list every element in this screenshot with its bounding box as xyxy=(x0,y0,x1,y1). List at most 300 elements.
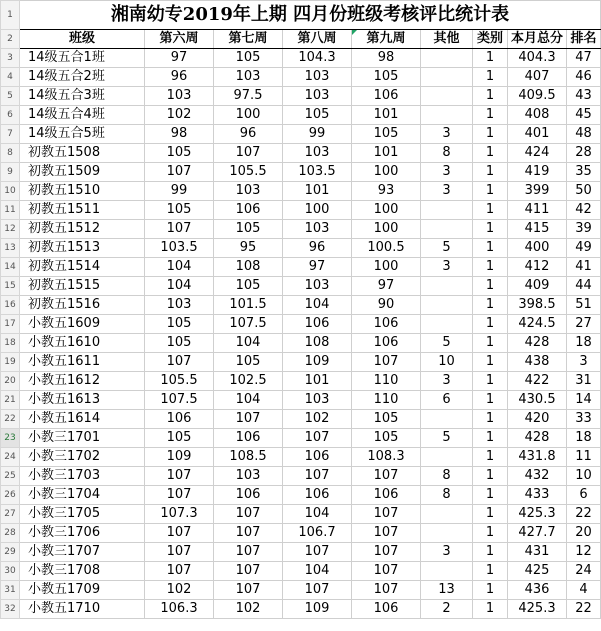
cell-week6[interactable]: 96 xyxy=(145,68,214,87)
cell-week9[interactable]: 107 xyxy=(352,562,421,581)
cell-category[interactable]: 1 xyxy=(473,410,508,429)
cell-week7[interactable]: 102 xyxy=(214,600,283,619)
cell-category[interactable]: 1 xyxy=(473,277,508,296)
cell-week7[interactable]: 107 xyxy=(214,562,283,581)
cell-category[interactable]: 1 xyxy=(473,600,508,619)
cell-total[interactable]: 422 xyxy=(508,372,567,391)
cell-week9[interactable]: 107 xyxy=(352,581,421,600)
cell-week8[interactable]: 107 xyxy=(283,429,352,448)
cell-other[interactable] xyxy=(421,315,473,334)
cell-class[interactable]: 初教五1511 xyxy=(20,201,145,220)
cell-total[interactable]: 425.3 xyxy=(508,505,567,524)
cell-total[interactable]: 424 xyxy=(508,144,567,163)
cell-week7[interactable]: 104 xyxy=(214,391,283,410)
cell-other[interactable] xyxy=(421,49,473,68)
cell-week9[interactable]: 110 xyxy=(352,391,421,410)
cell-category[interactable]: 1 xyxy=(473,163,508,182)
cell-class[interactable]: 小教三1705 xyxy=(20,505,145,524)
cell-other[interactable]: 6 xyxy=(421,391,473,410)
cell-category[interactable]: 1 xyxy=(473,49,508,68)
header-cell-rank[interactable]: 排名 xyxy=(567,30,601,49)
cell-class[interactable]: 14级五合4班 xyxy=(20,106,145,125)
cell-other[interactable] xyxy=(421,448,473,467)
cell-class[interactable]: 小教三1707 xyxy=(20,543,145,562)
cell-week6[interactable]: 104 xyxy=(145,277,214,296)
cell-other[interactable] xyxy=(421,201,473,220)
row-header[interactable]: 25 xyxy=(1,467,20,486)
cell-rank[interactable]: 18 xyxy=(567,334,601,353)
cell-week9[interactable]: 106 xyxy=(352,334,421,353)
cell-week6[interactable]: 105 xyxy=(145,315,214,334)
cell-week6[interactable]: 106.3 xyxy=(145,600,214,619)
cell-week6[interactable]: 102 xyxy=(145,106,214,125)
row-header[interactable]: 28 xyxy=(1,524,20,543)
cell-week9[interactable]: 100 xyxy=(352,220,421,239)
cell-class[interactable]: 小教五1709 xyxy=(20,581,145,600)
cell-week8[interactable]: 103 xyxy=(283,391,352,410)
cell-total[interactable]: 431 xyxy=(508,543,567,562)
cell-total[interactable]: 412 xyxy=(508,258,567,277)
cell-week7[interactable]: 106 xyxy=(214,429,283,448)
cell-week6[interactable]: 107.5 xyxy=(145,391,214,410)
row-header[interactable]: 8 xyxy=(1,144,20,163)
cell-rank[interactable]: 41 xyxy=(567,258,601,277)
header-cell-class[interactable]: 班级 xyxy=(20,30,145,49)
cell-week7[interactable]: 105 xyxy=(214,49,283,68)
row-header[interactable]: 31 xyxy=(1,581,20,600)
cell-week8[interactable]: 107 xyxy=(283,581,352,600)
cell-total[interactable]: 428 xyxy=(508,429,567,448)
cell-category[interactable]: 1 xyxy=(473,353,508,372)
cell-week9[interactable]: 107 xyxy=(352,467,421,486)
cell-week7[interactable]: 101.5 xyxy=(214,296,283,315)
cell-rank[interactable]: 42 xyxy=(567,201,601,220)
cell-week7[interactable]: 104 xyxy=(214,334,283,353)
cell-week9[interactable]: 105 xyxy=(352,68,421,87)
row-header[interactable]: 10 xyxy=(1,182,20,201)
cell-rank[interactable]: 47 xyxy=(567,49,601,68)
cell-week9[interactable]: 107 xyxy=(352,353,421,372)
cell-week7[interactable]: 97.5 xyxy=(214,87,283,106)
cell-rank[interactable]: 10 xyxy=(567,467,601,486)
row-header[interactable]: 21 xyxy=(1,391,20,410)
cell-class[interactable]: 初教五1512 xyxy=(20,220,145,239)
row-header[interactable]: 13 xyxy=(1,239,20,258)
cell-class[interactable]: 小教五1614 xyxy=(20,410,145,429)
cell-week6[interactable]: 97 xyxy=(145,49,214,68)
cell-category[interactable]: 1 xyxy=(473,125,508,144)
cell-category[interactable]: 1 xyxy=(473,562,508,581)
cell-rank[interactable]: 28 xyxy=(567,144,601,163)
cell-total[interactable]: 400 xyxy=(508,239,567,258)
row-header[interactable]: 1 xyxy=(1,1,20,30)
cell-category[interactable]: 1 xyxy=(473,315,508,334)
cell-class[interactable]: 初教五1510 xyxy=(20,182,145,201)
cell-category[interactable]: 1 xyxy=(473,486,508,505)
cell-other[interactable] xyxy=(421,562,473,581)
cell-class[interactable]: 小教五1609 xyxy=(20,315,145,334)
cell-other[interactable]: 8 xyxy=(421,144,473,163)
cell-class[interactable]: 小教三1704 xyxy=(20,486,145,505)
cell-other[interactable] xyxy=(421,277,473,296)
cell-week8[interactable]: 100 xyxy=(283,201,352,220)
cell-week7[interactable]: 107 xyxy=(214,581,283,600)
cell-week9[interactable]: 106 xyxy=(352,87,421,106)
cell-week6[interactable]: 105.5 xyxy=(145,372,214,391)
cell-total[interactable]: 408 xyxy=(508,106,567,125)
cell-class[interactable]: 小教三1701 xyxy=(20,429,145,448)
cell-week7[interactable]: 107 xyxy=(214,505,283,524)
cell-week9[interactable]: 110 xyxy=(352,372,421,391)
row-header[interactable]: 7 xyxy=(1,125,20,144)
cell-week7[interactable]: 107 xyxy=(214,144,283,163)
row-header[interactable]: 27 xyxy=(1,505,20,524)
cell-week6[interactable]: 107 xyxy=(145,467,214,486)
cell-week8[interactable]: 99 xyxy=(283,125,352,144)
cell-category[interactable]: 1 xyxy=(473,524,508,543)
cell-class[interactable]: 初教五1515 xyxy=(20,277,145,296)
cell-class[interactable]: 小教五1613 xyxy=(20,391,145,410)
header-cell-other[interactable]: 其他 xyxy=(421,30,473,49)
row-header[interactable]: 16 xyxy=(1,296,20,315)
cell-week9[interactable]: 105 xyxy=(352,429,421,448)
cell-week7[interactable]: 107.5 xyxy=(214,315,283,334)
cell-week9[interactable]: 93 xyxy=(352,182,421,201)
header-cell-week6[interactable]: 第六周 xyxy=(145,30,214,49)
cell-category[interactable]: 1 xyxy=(473,296,508,315)
cell-other[interactable]: 8 xyxy=(421,486,473,505)
cell-class[interactable]: 小教三1708 xyxy=(20,562,145,581)
cell-week7[interactable]: 106 xyxy=(214,486,283,505)
cell-week9[interactable]: 100 xyxy=(352,163,421,182)
cell-rank[interactable]: 12 xyxy=(567,543,601,562)
cell-total[interactable]: 409.5 xyxy=(508,87,567,106)
cell-week8[interactable]: 104 xyxy=(283,296,352,315)
cell-other[interactable]: 10 xyxy=(421,353,473,372)
cell-rank[interactable]: 51 xyxy=(567,296,601,315)
cell-week8[interactable]: 106 xyxy=(283,315,352,334)
cell-class[interactable]: 小教五1612 xyxy=(20,372,145,391)
cell-other[interactable]: 5 xyxy=(421,429,473,448)
cell-week7[interactable]: 102.5 xyxy=(214,372,283,391)
cell-rank[interactable]: 4 xyxy=(567,581,601,600)
cell-class[interactable]: 14级五合3班 xyxy=(20,87,145,106)
cell-total[interactable]: 425.3 xyxy=(508,600,567,619)
cell-week8[interactable]: 101 xyxy=(283,182,352,201)
cell-week6[interactable]: 109 xyxy=(145,448,214,467)
cell-week6[interactable]: 105 xyxy=(145,144,214,163)
cell-week9[interactable]: 108.3 xyxy=(352,448,421,467)
cell-week8[interactable]: 97 xyxy=(283,258,352,277)
header-cell-week7[interactable]: 第七周 xyxy=(214,30,283,49)
cell-week9[interactable]: 106 xyxy=(352,315,421,334)
cell-week9[interactable]: 100 xyxy=(352,201,421,220)
cell-week7[interactable]: 108.5 xyxy=(214,448,283,467)
cell-week9[interactable]: 97 xyxy=(352,277,421,296)
row-header[interactable]: 12 xyxy=(1,220,20,239)
cell-week7[interactable]: 107 xyxy=(214,543,283,562)
cell-week7[interactable]: 105 xyxy=(214,277,283,296)
cell-class[interactable]: 14级五合5班 xyxy=(20,125,145,144)
row-header[interactable]: 14 xyxy=(1,258,20,277)
cell-week9[interactable]: 107 xyxy=(352,524,421,543)
cell-other[interactable] xyxy=(421,87,473,106)
row-header[interactable]: 22 xyxy=(1,410,20,429)
cell-total[interactable]: 398.5 xyxy=(508,296,567,315)
cell-week8[interactable]: 108 xyxy=(283,334,352,353)
cell-category[interactable]: 1 xyxy=(473,220,508,239)
cell-class[interactable]: 小教三1702 xyxy=(20,448,145,467)
cell-week8[interactable]: 103 xyxy=(283,144,352,163)
cell-week9[interactable]: 100 xyxy=(352,258,421,277)
cell-other[interactable]: 3 xyxy=(421,125,473,144)
cell-category[interactable]: 1 xyxy=(473,87,508,106)
cell-week8[interactable]: 101 xyxy=(283,372,352,391)
row-header[interactable]: 15 xyxy=(1,277,20,296)
cell-total[interactable]: 407 xyxy=(508,68,567,87)
row-header[interactable]: 11 xyxy=(1,201,20,220)
cell-week7[interactable]: 105.5 xyxy=(214,163,283,182)
cell-other[interactable]: 5 xyxy=(421,239,473,258)
cell-rank[interactable]: 48 xyxy=(567,125,601,144)
cell-other[interactable]: 3 xyxy=(421,543,473,562)
cell-category[interactable]: 1 xyxy=(473,467,508,486)
cell-week8[interactable]: 106 xyxy=(283,448,352,467)
cell-week9[interactable]: 100.5 xyxy=(352,239,421,258)
cell-week6[interactable]: 99 xyxy=(145,182,214,201)
cell-class[interactable]: 小教三1703 xyxy=(20,467,145,486)
cell-rank[interactable]: 43 xyxy=(567,87,601,106)
cell-week6[interactable]: 107 xyxy=(145,486,214,505)
cell-total[interactable]: 420 xyxy=(508,410,567,429)
cell-week6[interactable]: 103.5 xyxy=(145,239,214,258)
cell-week9[interactable]: 101 xyxy=(352,106,421,125)
cell-week7[interactable]: 105 xyxy=(214,353,283,372)
cell-week8[interactable]: 103 xyxy=(283,277,352,296)
cell-week6[interactable]: 106 xyxy=(145,410,214,429)
cell-other[interactable] xyxy=(421,505,473,524)
cell-class[interactable]: 小教五1710 xyxy=(20,600,145,619)
cell-rank[interactable]: 46 xyxy=(567,68,601,87)
cell-total[interactable]: 425 xyxy=(508,562,567,581)
cell-week9[interactable]: 105 xyxy=(352,125,421,144)
cell-week7[interactable]: 103 xyxy=(214,68,283,87)
cell-week8[interactable]: 103.5 xyxy=(283,163,352,182)
cell-week8[interactable]: 107 xyxy=(283,467,352,486)
cell-rank[interactable]: 44 xyxy=(567,277,601,296)
cell-total[interactable]: 433 xyxy=(508,486,567,505)
cell-class[interactable]: 小教五1611 xyxy=(20,353,145,372)
cell-rank[interactable]: 33 xyxy=(567,410,601,429)
cell-rank[interactable]: 50 xyxy=(567,182,601,201)
cell-other[interactable]: 3 xyxy=(421,163,473,182)
cell-class[interactable]: 初教五1516 xyxy=(20,296,145,315)
cell-other[interactable]: 3 xyxy=(421,258,473,277)
cell-week7[interactable]: 105 xyxy=(214,220,283,239)
cell-other[interactable]: 3 xyxy=(421,372,473,391)
cell-week6[interactable]: 105 xyxy=(145,334,214,353)
cell-week8[interactable]: 104.3 xyxy=(283,49,352,68)
cell-week7[interactable]: 103 xyxy=(214,182,283,201)
header-cell-week8[interactable]: 第八周 xyxy=(283,30,352,49)
cell-total[interactable]: 427.7 xyxy=(508,524,567,543)
cell-other[interactable] xyxy=(421,524,473,543)
cell-total[interactable]: 438 xyxy=(508,353,567,372)
cell-week6[interactable]: 107 xyxy=(145,562,214,581)
cell-week9[interactable]: 90 xyxy=(352,296,421,315)
cell-week7[interactable]: 100 xyxy=(214,106,283,125)
cell-week8[interactable]: 96 xyxy=(283,239,352,258)
cell-week7[interactable]: 107 xyxy=(214,410,283,429)
cell-category[interactable]: 1 xyxy=(473,68,508,87)
cell-week9[interactable]: 107 xyxy=(352,505,421,524)
row-header[interactable]: 17 xyxy=(1,315,20,334)
cell-class[interactable]: 初教五1514 xyxy=(20,258,145,277)
cell-total[interactable]: 411 xyxy=(508,201,567,220)
cell-class[interactable]: 14级五合2班 xyxy=(20,68,145,87)
cell-week8[interactable]: 103 xyxy=(283,220,352,239)
cell-other[interactable]: 8 xyxy=(421,467,473,486)
cell-week6[interactable]: 98 xyxy=(145,125,214,144)
cell-week6[interactable]: 107.3 xyxy=(145,505,214,524)
cell-week9[interactable]: 101 xyxy=(352,144,421,163)
row-header[interactable]: 5 xyxy=(1,87,20,106)
row-header[interactable]: 24 xyxy=(1,448,20,467)
cell-rank[interactable]: 39 xyxy=(567,220,601,239)
cell-total[interactable]: 399 xyxy=(508,182,567,201)
cell-week9[interactable]: 98 xyxy=(352,49,421,68)
header-cell-total[interactable]: 本月总分 xyxy=(508,30,567,49)
cell-rank[interactable]: 22 xyxy=(567,600,601,619)
cell-week8[interactable]: 109 xyxy=(283,600,352,619)
cell-rank[interactable]: 22 xyxy=(567,505,601,524)
cell-week7[interactable]: 103 xyxy=(214,467,283,486)
cell-total[interactable]: 428 xyxy=(508,334,567,353)
cell-week8[interactable]: 105 xyxy=(283,106,352,125)
cell-rank[interactable]: 20 xyxy=(567,524,601,543)
cell-rank[interactable]: 31 xyxy=(567,372,601,391)
cell-total[interactable]: 401 xyxy=(508,125,567,144)
cell-category[interactable]: 1 xyxy=(473,372,508,391)
cell-rank[interactable]: 24 xyxy=(567,562,601,581)
cell-week9[interactable]: 105 xyxy=(352,410,421,429)
cell-total[interactable]: 430.5 xyxy=(508,391,567,410)
cell-week7[interactable]: 96 xyxy=(214,125,283,144)
cell-class[interactable]: 小教五1610 xyxy=(20,334,145,353)
header-cell-category[interactable]: 类别 xyxy=(473,30,508,49)
cell-category[interactable]: 1 xyxy=(473,543,508,562)
row-header[interactable]: 30 xyxy=(1,562,20,581)
cell-week8[interactable]: 107 xyxy=(283,543,352,562)
cell-class[interactable]: 初教五1513 xyxy=(20,239,145,258)
cell-week9[interactable]: 107 xyxy=(352,543,421,562)
cell-class[interactable]: 小教三1706 xyxy=(20,524,145,543)
cell-other[interactable] xyxy=(421,220,473,239)
cell-rank[interactable]: 14 xyxy=(567,391,601,410)
cell-week6[interactable]: 107 xyxy=(145,524,214,543)
row-header[interactable]: 3 xyxy=(1,49,20,68)
cell-week6[interactable]: 102 xyxy=(145,581,214,600)
row-header[interactable]: 32 xyxy=(1,600,20,619)
cell-week6[interactable]: 107 xyxy=(145,353,214,372)
cell-week7[interactable]: 107 xyxy=(214,524,283,543)
cell-other[interactable]: 2 xyxy=(421,600,473,619)
cell-category[interactable]: 1 xyxy=(473,581,508,600)
cell-week8[interactable]: 106.7 xyxy=(283,524,352,543)
row-header[interactable]: 23 xyxy=(1,429,20,448)
cell-class[interactable]: 14级五合1班 xyxy=(20,49,145,68)
header-cell-week9[interactable]: 第九周 xyxy=(352,30,421,49)
cell-rank[interactable]: 45 xyxy=(567,106,601,125)
cell-total[interactable]: 409 xyxy=(508,277,567,296)
cell-week8[interactable]: 104 xyxy=(283,505,352,524)
cell-category[interactable]: 1 xyxy=(473,334,508,353)
cell-week7[interactable]: 106 xyxy=(214,201,283,220)
cell-week8[interactable]: 103 xyxy=(283,87,352,106)
cell-week9[interactable]: 106 xyxy=(352,600,421,619)
sheet-title[interactable]: 湘南幼专2019年上期 四月份班级考核评比统计表 xyxy=(20,1,601,30)
cell-category[interactable]: 1 xyxy=(473,505,508,524)
cell-rank[interactable]: 6 xyxy=(567,486,601,505)
cell-other[interactable] xyxy=(421,296,473,315)
cell-total[interactable]: 419 xyxy=(508,163,567,182)
row-header[interactable]: 4 xyxy=(1,68,20,87)
cell-category[interactable]: 1 xyxy=(473,258,508,277)
row-header[interactable]: 6 xyxy=(1,106,20,125)
cell-week6[interactable]: 103 xyxy=(145,87,214,106)
row-header[interactable]: 26 xyxy=(1,486,20,505)
cell-total[interactable]: 431.8 xyxy=(508,448,567,467)
cell-total[interactable]: 424.5 xyxy=(508,315,567,334)
cell-week9[interactable]: 106 xyxy=(352,486,421,505)
row-header[interactable]: 20 xyxy=(1,372,20,391)
cell-week6[interactable]: 107 xyxy=(145,220,214,239)
cell-other[interactable]: 3 xyxy=(421,182,473,201)
cell-category[interactable]: 1 xyxy=(473,448,508,467)
cell-week7[interactable]: 95 xyxy=(214,239,283,258)
cell-week6[interactable]: 104 xyxy=(145,258,214,277)
cell-category[interactable]: 1 xyxy=(473,391,508,410)
cell-category[interactable]: 1 xyxy=(473,106,508,125)
cell-week7[interactable]: 108 xyxy=(214,258,283,277)
cell-week6[interactable]: 105 xyxy=(145,429,214,448)
cell-total[interactable]: 436 xyxy=(508,581,567,600)
cell-class[interactable]: 初教五1509 xyxy=(20,163,145,182)
cell-other[interactable] xyxy=(421,410,473,429)
cell-other[interactable]: 5 xyxy=(421,334,473,353)
row-header[interactable]: 2 xyxy=(1,30,20,49)
cell-week6[interactable]: 107 xyxy=(145,543,214,562)
cell-total[interactable]: 404.3 xyxy=(508,49,567,68)
cell-rank[interactable]: 35 xyxy=(567,163,601,182)
cell-total[interactable]: 415 xyxy=(508,220,567,239)
cell-total[interactable]: 432 xyxy=(508,467,567,486)
cell-category[interactable]: 1 xyxy=(473,429,508,448)
cell-class[interactable]: 初教五1508 xyxy=(20,144,145,163)
cell-rank[interactable]: 27 xyxy=(567,315,601,334)
cell-other[interactable] xyxy=(421,106,473,125)
cell-category[interactable]: 1 xyxy=(473,182,508,201)
cell-other[interactable] xyxy=(421,68,473,87)
cell-rank[interactable]: 3 xyxy=(567,353,601,372)
cell-week6[interactable]: 105 xyxy=(145,201,214,220)
cell-category[interactable]: 1 xyxy=(473,239,508,258)
cell-week8[interactable]: 103 xyxy=(283,68,352,87)
row-header[interactable]: 9 xyxy=(1,163,20,182)
cell-rank[interactable]: 11 xyxy=(567,448,601,467)
cell-week6[interactable]: 107 xyxy=(145,163,214,182)
cell-other[interactable]: 13 xyxy=(421,581,473,600)
